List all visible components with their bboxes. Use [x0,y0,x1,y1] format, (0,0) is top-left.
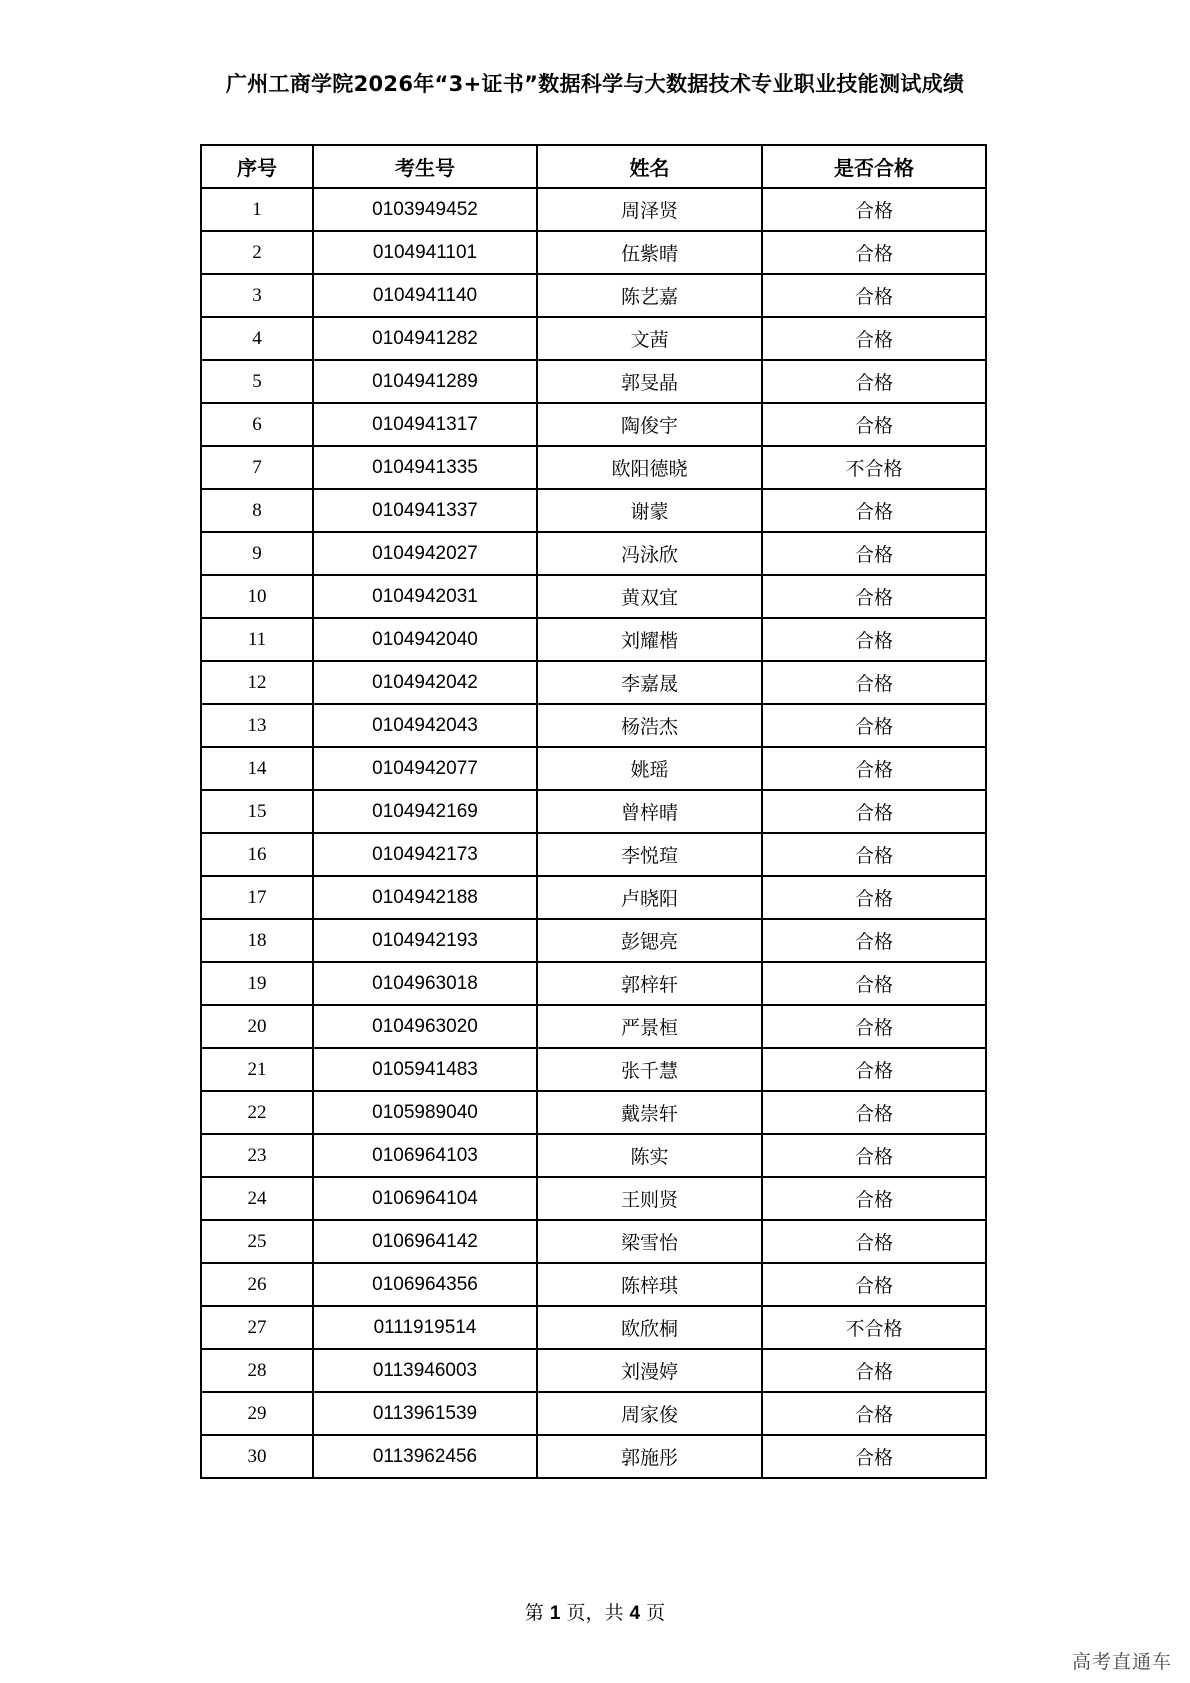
header-seq: 序号 [201,145,313,188]
table-row [201,962,986,1005]
cell-seq: 22 [201,1091,313,1134]
table-row [201,1263,986,1306]
table-row [201,876,986,919]
cell-candidate-id: 0104942193 [313,919,537,962]
table-row [201,790,986,833]
cell-candidate-id: 0104963020 [313,1005,537,1048]
cell-candidate-id: 0104942042 [313,661,537,704]
cell-name: 梁雪怡 [537,1220,762,1263]
cell-candidate-id: 0104941101 [313,231,537,274]
cell-candidate-id: 0106964356 [313,1263,537,1306]
cell-name: 彭锶亮 [537,919,762,962]
cell-pass-status: 合格 [762,618,986,661]
cell-candidate-id: 0104942188 [313,876,537,919]
cell-name: 张千慧 [537,1048,762,1091]
cell-name: 郭施彤 [537,1435,762,1478]
cell-pass-status: 合格 [762,833,986,876]
cell-seq: 2 [201,231,313,274]
cell-seq: 23 [201,1134,313,1177]
cell-seq: 29 [201,1392,313,1435]
cell-name: 严景桓 [537,1005,762,1048]
cell-name: 杨浩杰 [537,704,762,747]
table-row [201,747,986,790]
cell-pass-status: 合格 [762,919,986,962]
cell-name: 刘漫婷 [537,1349,762,1392]
cell-pass-status: 合格 [762,1177,986,1220]
cell-seq: 15 [201,790,313,833]
cell-pass-status: 合格 [762,360,986,403]
cell-pass-status: 合格 [762,704,986,747]
table-row [201,403,986,446]
cell-pass-status: 合格 [762,231,986,274]
table-row [201,1306,986,1349]
cell-pass-status: 合格 [762,317,986,360]
cell-candidate-id: 0104942169 [313,790,537,833]
cell-name: 冯泳欣 [537,532,762,575]
footer-prefix: 第 [524,1602,544,1624]
cell-pass-status: 合格 [762,1349,986,1392]
cell-candidate-id: 0103949452 [313,188,537,231]
cell-candidate-id: 0104942027 [313,532,537,575]
table-row [201,446,986,489]
cell-pass-status: 合格 [762,876,986,919]
table-row [201,833,986,876]
cell-candidate-id: 0104942043 [313,704,537,747]
cell-pass-status: 合格 [762,1134,986,1177]
cell-pass-status: 合格 [762,403,986,446]
cell-candidate-id: 0104942031 [313,575,537,618]
cell-candidate-id: 0105941483 [313,1048,537,1091]
cell-seq: 5 [201,360,313,403]
cell-seq: 6 [201,403,313,446]
table-row [201,704,986,747]
table-row [201,274,986,317]
cell-seq: 26 [201,1263,313,1306]
cell-name: 陈艺嘉 [537,274,762,317]
table-row [201,1220,986,1263]
cell-pass-status: 合格 [762,575,986,618]
cell-pass-status: 合格 [762,661,986,704]
cell-seq: 1 [201,188,313,231]
cell-pass-status: 不合格 [762,446,986,489]
cell-name: 周泽贤 [537,188,762,231]
table-row [201,1177,986,1220]
cell-name: 周家俊 [537,1392,762,1435]
cell-name: 陶俊宇 [537,403,762,446]
cell-name: 王则贤 [537,1177,762,1220]
footer-middle: 页，共 [566,1602,624,1624]
table-row [201,919,986,962]
cell-seq: 4 [201,317,313,360]
results-table [200,144,987,1479]
table-row [201,1392,986,1435]
cell-name: 黄双宜 [537,575,762,618]
cell-pass-status: 不合格 [762,1306,986,1349]
cell-candidate-id: 0104941335 [313,446,537,489]
cell-pass-status: 合格 [762,1005,986,1048]
cell-name: 陈实 [537,1134,762,1177]
table-header-row [201,145,986,188]
cell-pass-status: 合格 [762,532,986,575]
cell-pass-status: 合格 [762,1435,986,1478]
cell-candidate-id: 0104941282 [313,317,537,360]
table-row [201,575,986,618]
cell-candidate-id: 0113962456 [313,1435,537,1478]
cell-name: 郭梓轩 [537,962,762,1005]
cell-pass-status: 合格 [762,1220,986,1263]
cell-pass-status: 合格 [762,1048,986,1091]
cell-candidate-id: 0104942077 [313,747,537,790]
cell-seq: 8 [201,489,313,532]
cell-seq: 30 [201,1435,313,1478]
table-row [201,661,986,704]
cell-seq: 20 [201,1005,313,1048]
cell-pass-status: 合格 [762,1392,986,1435]
cell-seq: 28 [201,1349,313,1392]
table-row [201,1134,986,1177]
watermark: 高考直通车 [1071,1651,1172,1673]
cell-name: 谢蒙 [537,489,762,532]
table-row [201,1435,986,1478]
cell-name: 姚瑶 [537,747,762,790]
header-pass: 是否合格 [762,145,986,188]
cell-candidate-id: 0104941317 [313,403,537,446]
cell-pass-status: 合格 [762,962,986,1005]
cell-seq: 19 [201,962,313,1005]
cell-name: 文茜 [537,317,762,360]
cell-pass-status: 合格 [762,790,986,833]
cell-candidate-id: 0113961539 [313,1392,537,1435]
cell-seq: 9 [201,532,313,575]
table-body [201,188,986,1478]
table-row [201,360,986,403]
table-row [201,317,986,360]
cell-name: 曾梓晴 [537,790,762,833]
cell-name: 伍紫晴 [537,231,762,274]
table-row [201,532,986,575]
table-row [201,618,986,661]
cell-seq: 21 [201,1048,313,1091]
table-row [201,1048,986,1091]
cell-candidate-id: 0106964142 [313,1220,537,1263]
cell-name: 戴崇轩 [537,1091,762,1134]
page-footer [0,1598,1190,1625]
cell-pass-status: 合格 [762,188,986,231]
cell-name: 欧欣桐 [537,1306,762,1349]
cell-candidate-id: 0106964104 [313,1177,537,1220]
cell-seq: 16 [201,833,313,876]
cell-name: 郭旻晶 [537,360,762,403]
cell-candidate-id: 0104941289 [313,360,537,403]
cell-candidate-id: 0104942173 [313,833,537,876]
cell-seq: 17 [201,876,313,919]
cell-candidate-id: 0111919514 [313,1306,537,1349]
cell-seq: 13 [201,704,313,747]
cell-seq: 25 [201,1220,313,1263]
cell-candidate-id: 0105989040 [313,1091,537,1134]
table-row [201,1349,986,1392]
cell-candidate-id: 0104941337 [313,489,537,532]
cell-name: 陈梓琪 [537,1263,762,1306]
cell-pass-status: 合格 [762,489,986,532]
cell-candidate-id: 0104942040 [313,618,537,661]
cell-name: 李嘉晟 [537,661,762,704]
cell-candidate-id: 0104963018 [313,962,537,1005]
cell-seq: 12 [201,661,313,704]
cell-pass-status: 合格 [762,1091,986,1134]
page-title: 广州工商学院2026年“3+证书”数据科学与大数据技术专业职业技能测试成绩 [225,72,965,96]
cell-name: 刘耀楷 [537,618,762,661]
cell-seq: 10 [201,575,313,618]
footer-page-number: 1 [549,1603,561,1624]
cell-name: 李悦瑄 [537,833,762,876]
table-row [201,1091,986,1134]
cell-candidate-id: 0104941140 [313,274,537,317]
header-candidate-id: 考生号 [313,145,537,188]
cell-seq: 27 [201,1306,313,1349]
footer-total-pages: 4 [629,1603,641,1624]
table-row [201,489,986,532]
cell-pass-status: 合格 [762,747,986,790]
cell-candidate-id: 0113946003 [313,1349,537,1392]
cell-pass-status: 合格 [762,274,986,317]
table-row [201,231,986,274]
cell-seq: 18 [201,919,313,962]
cell-name: 欧阳德晓 [537,446,762,489]
cell-seq: 7 [201,446,313,489]
cell-name: 卢晓阳 [537,876,762,919]
cell-candidate-id: 0106964103 [313,1134,537,1177]
cell-seq: 11 [201,618,313,661]
table-row [201,1005,986,1048]
table-row [201,188,986,231]
cell-seq: 14 [201,747,313,790]
cell-seq: 3 [201,274,313,317]
cell-pass-status: 合格 [762,1263,986,1306]
footer-suffix: 页 [646,1602,666,1624]
cell-seq: 24 [201,1177,313,1220]
header-name: 姓名 [537,145,762,188]
